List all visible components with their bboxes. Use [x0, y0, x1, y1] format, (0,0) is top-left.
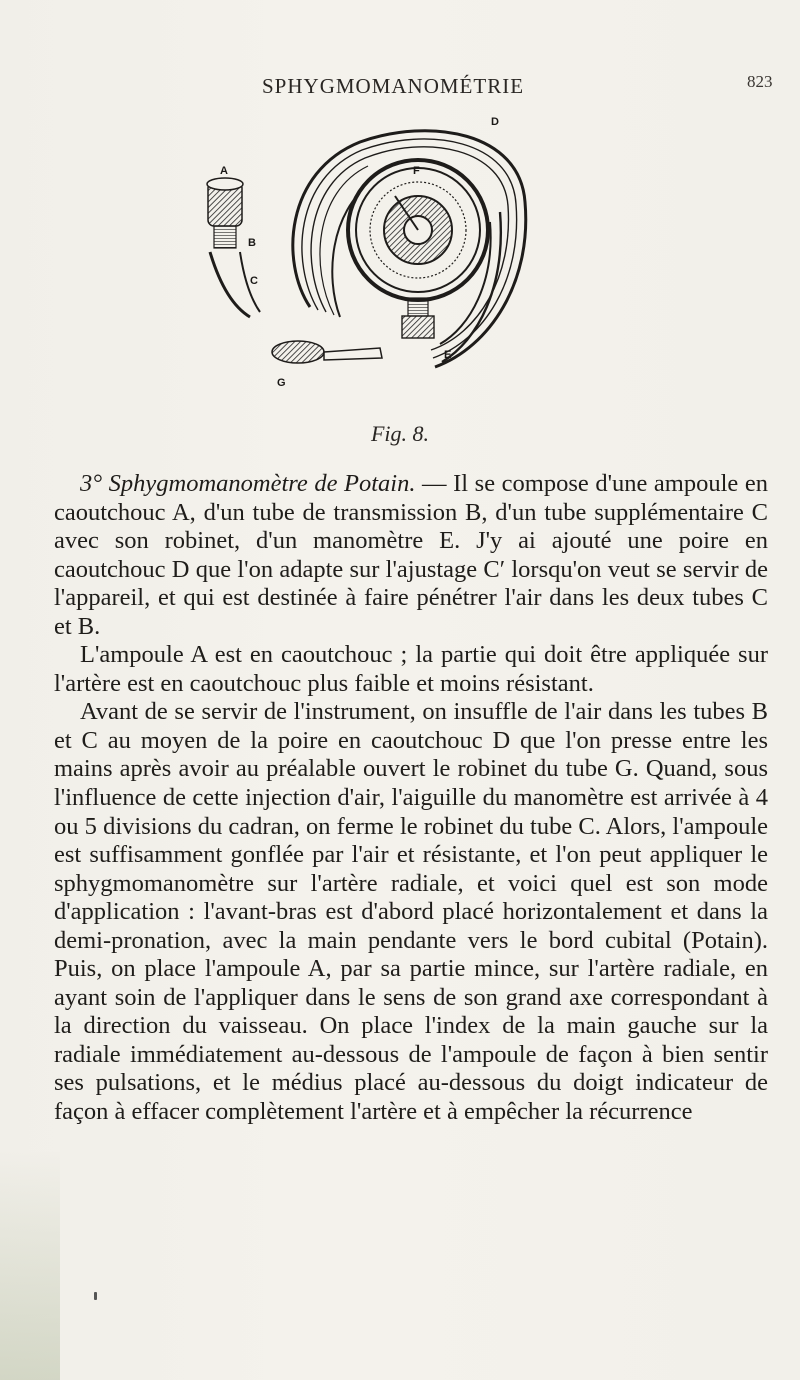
section-heading: 3° Sphygmomanomètre de Potain.: [80, 470, 416, 497]
pear-bulb: [272, 341, 382, 363]
print-speck: [94, 1292, 97, 1300]
figure-label-b: B: [248, 237, 256, 249]
body-text: [54, 470, 768, 1127]
figure-label-d: D: [491, 116, 499, 128]
paragraph: Avant de se servir de l'instrument, on insuffle de l'air dans les tubes B et C au moyen de la poire en caoutchouc D que l'on presse entre les mains après avoir au préalable ouvert le robinet du tube G. Quand, sous l'influence de cette injection d'air, l'aiguille du manomètre est arrivée à 4 ou 5 divisions du cadran, on ferme le robinet du tube C. Alors, l'ampoule est suffisamment gonflée par l'air et résistante, et l'on peut appliquer le sphygmomanomètre sur l'artère radiale, et voici quel est son mode d'application : l'avant-bras est d'abord placé horizontalement et dans la demi-pronation, avec la main pendante vers le bord cubital (Potain). Puis, on place l'ampoule A, par sa partie mince, sur l'artère radiale, en ayant soin de l'appliquer dans le sens de son grand axe correspondant à la direction du vaisseau. On place l'index de la main gauche sur la radiale immédiatement au-dessous de l'ampoule de façon à bien sentir ses pulsations, et le médius placé au-dessous du doigt indicateur de façon à effacer complètement l'artère et à empêcher la récurrence: [54, 698, 768, 1126]
figure-label-f: F: [413, 165, 420, 177]
sphygmomanometer-illustration: [190, 112, 570, 412]
figure-sphygmomanometer: [190, 112, 570, 412]
running-title: SPHYGMOMANOMÉTRIE: [262, 74, 525, 98]
running-head: [0, 74, 800, 104]
figure-label-a: A: [220, 165, 228, 177]
paragraph: L'ampoule A est en caoutchouc ; la partie qui doit être appliquée sur l'artère est en caoutchouc plus faible et moins résistant.: [54, 641, 768, 697]
figure-label-g: G: [277, 377, 286, 389]
manometer-dial: [348, 160, 488, 338]
page-number: 823: [747, 72, 773, 91]
figure-label-c: C: [250, 275, 258, 287]
paragraph-text: — Il se compose d'une ampoule en caoutchouc A, d'un tube de transmission B, d'un tube supplémentaire C avec son robinet, d'un manomètre E. J'y ai ajouté une poire en caoutchouc D que l'on adapte sur l'ajustage C′ lorsqu'on veut se servir de l'appareil, et qui est destinée à faire pénétrer l'air dans les deux tubes C et B.: [54, 470, 768, 640]
figure-caption: Fig. 8.: [370, 421, 430, 446]
paragraph: [54, 470, 768, 641]
figure-label-e: E: [444, 349, 452, 361]
page-edge-shading: [0, 1150, 60, 1380]
